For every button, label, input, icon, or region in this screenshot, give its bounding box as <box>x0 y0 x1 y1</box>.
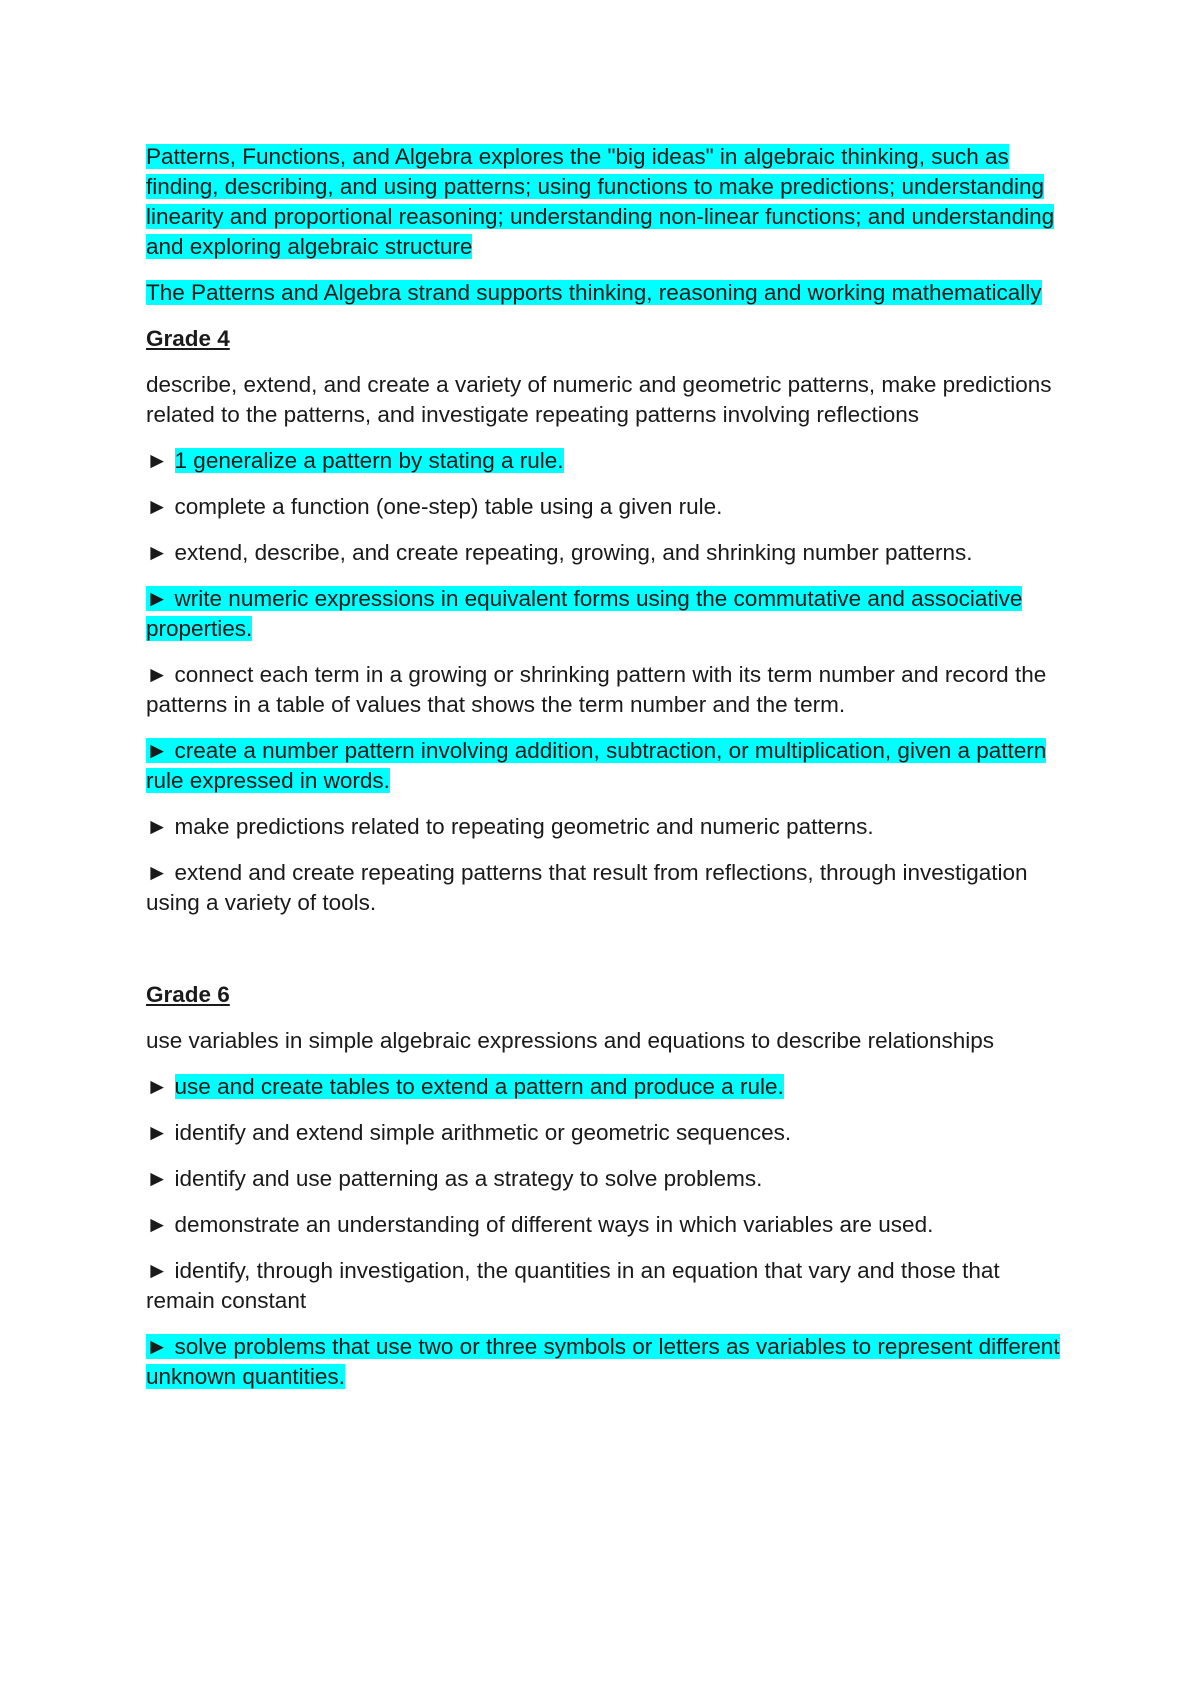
list-item <box>146 1256 1062 1316</box>
list-item <box>146 538 1062 568</box>
bullet-arrow-icon: ► <box>146 860 169 885</box>
list-item-text: use and create tables to extend a pattern and produce a rule. <box>174 1074 784 1099</box>
list-item-text: connect each term in a growing or shrinking pattern with its term number and record the patterns in a table of values that shows the term number and the term. <box>146 662 1047 717</box>
list-item <box>146 1072 1062 1102</box>
list-item <box>146 736 1062 796</box>
grade-4-description: describe, extend, and create a variety of numeric and geometric patterns, make predictions related to the patterns, and investigate repeating patterns involving reflections <box>146 372 1052 427</box>
grade-6-description: use variables in simple algebraic expressions and equations to describe relationships <box>146 1028 994 1053</box>
grade-6-heading: Grade 6 <box>146 982 230 1007</box>
grade-6-list <box>146 1072 1062 1392</box>
list-item <box>146 492 1062 522</box>
list-item <box>146 812 1062 842</box>
bullet-arrow-icon: ► <box>146 662 169 687</box>
list-item-text: identify, through investigation, the quantities in an equation that vary and those that remain constant <box>146 1258 1000 1313</box>
bullet-arrow-icon: ► <box>146 814 169 839</box>
intro-paragraph-2-text: The Patterns and Algebra strand supports thinking, reasoning and working mathematically <box>146 280 1042 305</box>
grade-4-heading: Grade 4 <box>146 326 230 351</box>
intro-paragraph-1 <box>146 142 1062 262</box>
list-item-text: make predictions related to repeating geometric and numeric patterns. <box>174 814 874 839</box>
list-item-text: extend and create repeating patterns that result from reflections, through investigation using a variety of tools. <box>146 860 1028 915</box>
section-spacer <box>146 934 1062 980</box>
bullet-arrow-icon: ► <box>146 1212 169 1237</box>
list-item-text: extend, describe, and create repeating, growing, and shrinking number patterns. <box>174 540 973 565</box>
list-item-text: create a number pattern involving addition, subtraction, or multiplication, given a pattern rule expressed in words. <box>146 738 1047 793</box>
bullet-arrow-icon: ► <box>146 448 169 473</box>
list-item-text: complete a function (one-step) table using a given rule. <box>174 494 723 519</box>
bullet-arrow-icon: ► <box>146 738 169 763</box>
list-item-text: solve problems that use two or three symbols or letters as variables to represent different unknown quantities. <box>146 1334 1060 1389</box>
bullet-arrow-icon: ► <box>146 540 169 565</box>
bullet-arrow-icon: ► <box>146 1166 169 1191</box>
list-item-text: 1 generalize a pattern by stating a rule. <box>174 448 564 473</box>
grade-4-list <box>146 446 1062 918</box>
bullet-arrow-icon: ► <box>146 586 169 611</box>
bullet-arrow-icon: ► <box>146 1334 169 1359</box>
list-item <box>146 1118 1062 1148</box>
bullet-arrow-icon: ► <box>146 1074 169 1099</box>
list-item-text: write numeric expressions in equivalent forms using the commutative and associative properties. <box>146 586 1023 641</box>
bullet-arrow-icon: ► <box>146 1120 169 1145</box>
document-page <box>146 142 1062 1408</box>
list-item-text: identify and use patterning as a strategy to solve problems. <box>174 1166 763 1191</box>
list-item-text: identify and extend simple arithmetic or geometric sequences. <box>174 1120 792 1145</box>
list-item <box>146 584 1062 644</box>
intro-paragraph-1-text: Patterns, Functions, and Algebra explores the "big ideas" in algebraic thinking, such as finding, describing, and using patterns; using functions to make predictions; understanding linearity and proportional reasoning; understanding non-linear functions; and understanding and exploring algebraic structure <box>146 144 1055 259</box>
list-item <box>146 1332 1062 1392</box>
list-item <box>146 660 1062 720</box>
list-item <box>146 1210 1062 1240</box>
bullet-arrow-icon: ► <box>146 1258 169 1283</box>
list-item <box>146 1164 1062 1194</box>
list-item <box>146 446 1062 476</box>
list-item-text: demonstrate an understanding of different ways in which variables are used. <box>174 1212 934 1237</box>
bullet-arrow-icon: ► <box>146 494 169 519</box>
list-item <box>146 858 1062 918</box>
intro-paragraph-2 <box>146 278 1062 308</box>
